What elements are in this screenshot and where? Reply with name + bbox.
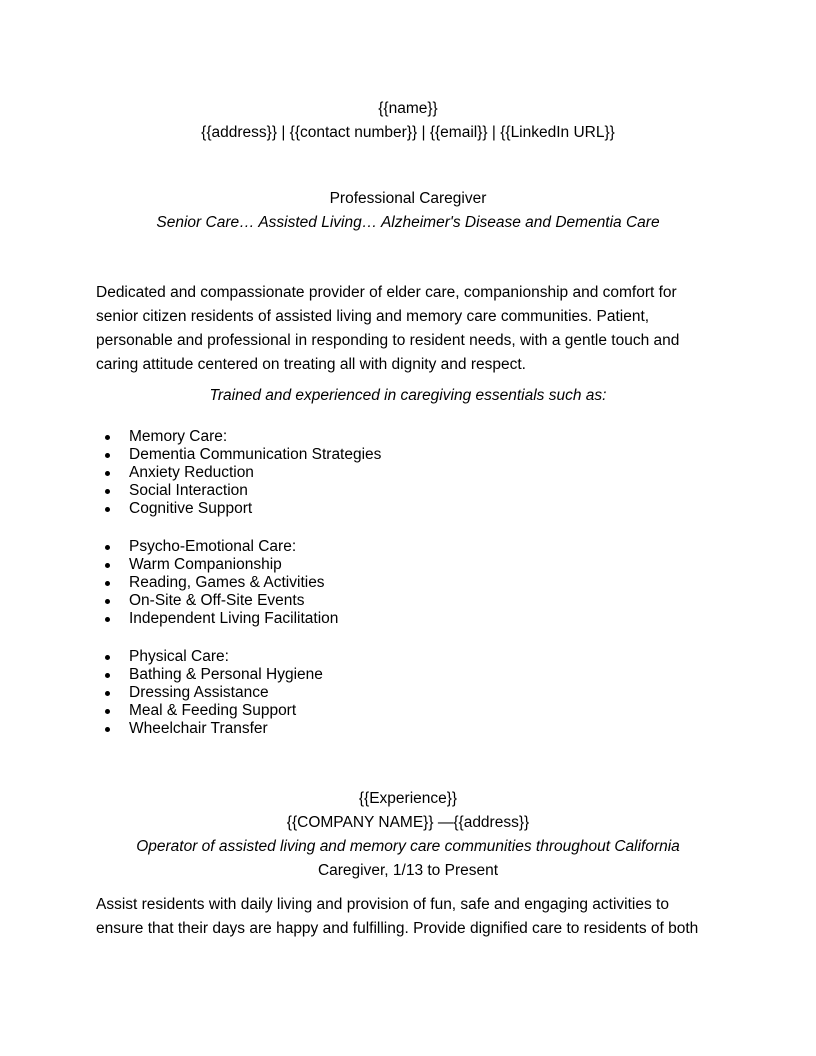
company-line: {{COMPANY NAME}} —{{address}} (286, 814, 530, 831)
list-item: Meal & Feeding Support (96, 702, 323, 720)
list-item: Anxiety Reduction (96, 464, 381, 482)
company-description: Operator of assisted living and memory care communities throughout California (136, 838, 680, 855)
list-item: Warm Companionship (96, 556, 338, 574)
list-item: Cognitive Support (96, 500, 381, 518)
list-item: Independent Living Facilitation (96, 610, 338, 628)
candidate-name: {{name}} (378, 100, 438, 117)
job-role: Caregiver, 1/13 to Present (317, 862, 499, 879)
contact-line: {{address}} | {{contact number}} | {{email}} | {{LinkedIn URL}} (201, 124, 615, 141)
skill-list-physical-care (96, 648, 323, 738)
list-item: Dressing Assistance (96, 684, 323, 702)
list-item: On-Site & Off-Site Events (96, 592, 338, 610)
skill-list-psycho-emotional-care (96, 538, 338, 628)
list-item: Dementia Communication Strategies (96, 446, 381, 464)
job-description-line: ensure that their days are happy and fulfilling. Provide dignified care to residents of both (96, 920, 699, 937)
headline-specialties: Senior Care… Assisted Living… Alzheimer's Disease and Dementia Care (156, 214, 660, 231)
list-item: Bathing & Personal Hygiene (96, 666, 323, 684)
list-item: Memory Care: (96, 428, 381, 446)
summary-paragraph: Dedicated and compassionate provider of elder care, companionship and comfort for senior citizen residents of assisted living and memory care communities. Patient, personable and professional in responding to resident needs, with a gentle touch and caring attitude centered on treating all with dignity and respect. (96, 284, 680, 373)
headline-title: Professional Caregiver (329, 190, 487, 207)
job-description-line: Assist residents with daily living and provision of fun, safe and engaging activities to (96, 896, 669, 913)
skill-list-memory-care (96, 428, 381, 518)
skills-intro: Trained and experienced in caregiving essentials such as: (209, 387, 607, 404)
list-item: Reading, Games & Activities (96, 574, 338, 592)
list-item: Physical Care: (96, 648, 323, 666)
list-item: Wheelchair Transfer (96, 720, 323, 738)
list-item: Social Interaction (96, 482, 381, 500)
list-item: Psycho-Emotional Care: (96, 538, 338, 556)
experience-heading: {{Experience}} (358, 790, 458, 807)
